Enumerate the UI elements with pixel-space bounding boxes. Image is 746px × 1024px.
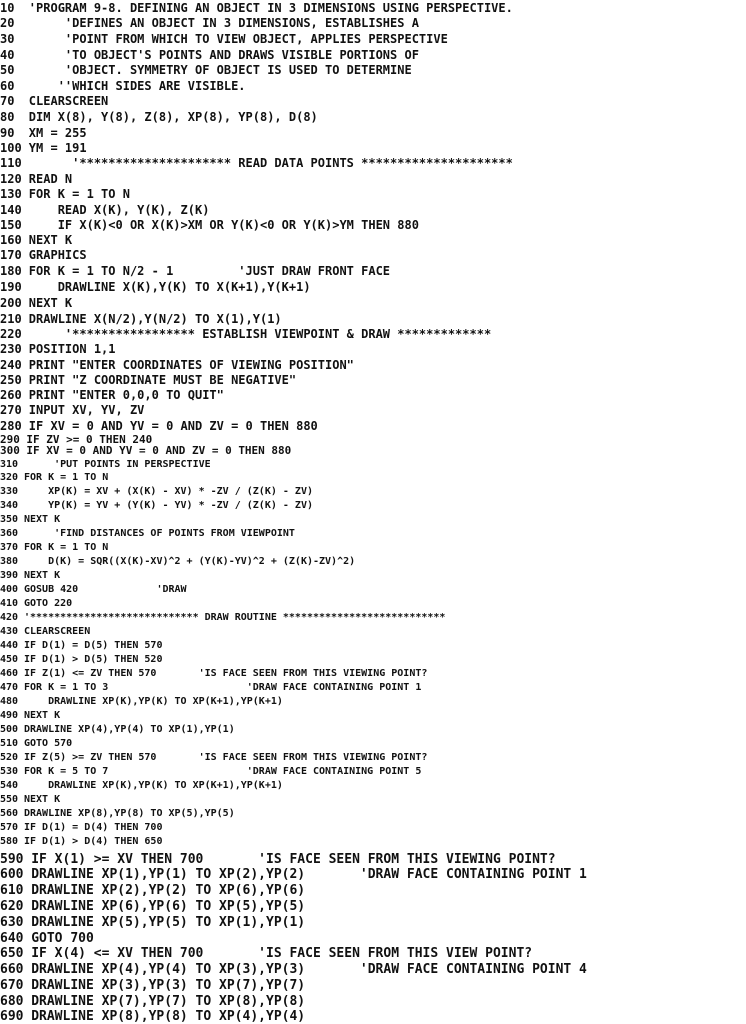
code-text: DRAWLINE X(N/2),Y(N/2) TO X(1),Y(1) bbox=[28, 312, 282, 326]
code-line bbox=[0, 613, 445, 623]
code-line bbox=[0, 916, 305, 929]
code-text: 'OBJECT. SYMMETRY OF OBJECT IS USED TO DETERMINE bbox=[28, 63, 412, 77]
line-number: 600 bbox=[0, 867, 24, 882]
code-line bbox=[0, 64, 412, 76]
code-line bbox=[0, 473, 108, 483]
code-line bbox=[0, 204, 209, 216]
code-line bbox=[0, 627, 90, 637]
line-number: 150 bbox=[0, 218, 22, 232]
line-number: 100 bbox=[0, 141, 22, 155]
code-text: CLEARSCREEN bbox=[28, 94, 109, 108]
code-line bbox=[0, 173, 72, 185]
line-number: 520 bbox=[0, 752, 19, 763]
line-number: 390 bbox=[0, 570, 19, 581]
code-text: IF D(1) = D(5) THEN 570 bbox=[24, 640, 163, 651]
code-text: FOR K = 5 TO 7 'DRAW FACE CONTAINING POINT 5 bbox=[24, 766, 422, 777]
line-number: 30 bbox=[0, 32, 15, 46]
code-line bbox=[0, 487, 313, 497]
line-number: 530 bbox=[0, 766, 19, 777]
line-number: 650 bbox=[0, 946, 24, 961]
code-line bbox=[0, 711, 60, 721]
code-text: POSITION 1,1 bbox=[28, 342, 116, 356]
code-text: DRAWLINE XP(K),YP(K) TO XP(K+1),YP(K+1) bbox=[24, 780, 283, 791]
code-text: IF Z(1) <= ZV THEN 570 'IS FACE SEEN FROM THIS VIEWING POINT? bbox=[24, 668, 428, 679]
code-text: DRAWLINE X(K),Y(K) TO X(K+1),Y(K+1) bbox=[28, 280, 311, 294]
code-line bbox=[0, 219, 419, 231]
line-number: 670 bbox=[0, 978, 24, 993]
code-text: FOR K = 1 TO 3 'DRAW FACE CONTAINING POINT 1 bbox=[24, 682, 422, 693]
code-text: DRAWLINE XP(8),YP(8) TO XP(4),YP(4) bbox=[31, 1009, 306, 1024]
code-line bbox=[0, 501, 313, 511]
code-text: 'PROGRAM 9-8. DEFINING AN OBJECT IN 3 DIMENSIONS USING PERSPECTIVE. bbox=[28, 1, 513, 15]
code-line bbox=[0, 343, 116, 355]
code-line bbox=[0, 837, 162, 847]
line-number: 50 bbox=[0, 63, 15, 77]
code-line bbox=[0, 297, 72, 309]
line-number: 60 bbox=[0, 79, 15, 93]
line-number: 130 bbox=[0, 187, 22, 201]
code-text: IF XV = 0 AND YV = 0 AND ZV = 0 THEN 880 bbox=[28, 419, 318, 433]
code-line bbox=[0, 359, 354, 371]
code-text: DRAWLINE XP(8),YP(8) TO XP(5),YP(5) bbox=[24, 808, 235, 819]
line-number: 80 bbox=[0, 110, 15, 124]
line-number: 360 bbox=[0, 528, 19, 539]
line-number: 40 bbox=[0, 48, 15, 62]
code-text: IF Z(5) >= ZV THEN 570 'IS FACE SEEN FROM THIS VIEWING POINT? bbox=[24, 752, 428, 763]
code-line bbox=[0, 571, 60, 581]
code-text: D(K) = SQR((X(K)-XV)^2 + (Y(K)-YV)^2 + (Z(K)-ZV)^2) bbox=[24, 556, 356, 567]
code-text: IF XV = 0 AND YV = 0 AND ZV = 0 THEN 880 bbox=[26, 444, 292, 457]
line-number: 680 bbox=[0, 994, 24, 1009]
code-text: YM = 191 bbox=[28, 141, 87, 155]
code-line bbox=[0, 585, 187, 595]
code-text: DRAWLINE XP(6),YP(6) TO XP(5),YP(5) bbox=[31, 899, 306, 914]
line-number: 510 bbox=[0, 738, 19, 749]
code-text: FOR K = 1 TO N bbox=[24, 542, 109, 553]
code-line bbox=[0, 599, 72, 609]
line-number: 300 bbox=[0, 444, 20, 457]
code-line bbox=[0, 234, 72, 246]
line-number: 20 bbox=[0, 16, 15, 30]
code-text: GOTO 220 bbox=[24, 598, 73, 609]
code-text: DRAWLINE XP(K),YP(K) TO XP(K+1),YP(K+1) bbox=[24, 696, 283, 707]
code-line bbox=[0, 33, 448, 45]
code-line bbox=[0, 739, 72, 749]
line-number: 640 bbox=[0, 931, 24, 946]
code-text: DRAWLINE XP(2),YP(2) TO XP(6),YP(6) bbox=[31, 883, 306, 898]
code-text: GOSUB 420 'DRAW bbox=[24, 584, 187, 595]
code-text: YP(K) = YV + (Y(K) - YV) * -ZV / (Z(K) - ZV) bbox=[24, 500, 313, 511]
code-text: ''WHICH SIDES ARE VISIBLE. bbox=[28, 79, 246, 93]
code-line bbox=[0, 853, 556, 866]
code-text: IF X(1) >= XV THEN 700 'IS FACE SEEN FROM THIS VIEWING POINT? bbox=[31, 852, 556, 867]
line-number: 240 bbox=[0, 358, 22, 372]
code-text: '***************** ESTABLISH VIEWPOINT & DRAW ************* bbox=[28, 327, 492, 341]
line-number: 160 bbox=[0, 233, 22, 247]
line-number: 540 bbox=[0, 780, 19, 791]
code-line bbox=[0, 142, 87, 154]
code-text: 'FIND DISTANCES OF POINTS FROM VIEWPOINT bbox=[24, 528, 295, 539]
code-text: IF X(4) <= XV THEN 700 'IS FACE SEEN FROM THIS VIEW POINT? bbox=[31, 946, 533, 961]
code-line bbox=[0, 265, 390, 277]
code-text: READ N bbox=[28, 172, 73, 186]
line-number: 200 bbox=[0, 296, 22, 310]
code-line bbox=[0, 683, 421, 693]
line-number: 260 bbox=[0, 388, 22, 402]
code-line bbox=[0, 313, 282, 325]
code-text: GRAPHICS bbox=[28, 248, 87, 262]
line-number: 290 bbox=[0, 433, 20, 446]
code-text: NEXT K bbox=[28, 296, 73, 310]
line-number: 490 bbox=[0, 710, 19, 721]
code-line bbox=[0, 809, 235, 819]
line-number: 90 bbox=[0, 126, 15, 140]
line-number: 170 bbox=[0, 248, 22, 262]
code-text: 'DEFINES AN OBJECT IN 3 DIMENSIONS, ESTABLISHES A bbox=[28, 16, 419, 30]
code-text: NEXT K bbox=[24, 570, 61, 581]
code-text: NEXT K bbox=[24, 514, 61, 525]
code-text: DRAWLINE XP(7),YP(7) TO XP(8),YP(8) bbox=[31, 994, 306, 1009]
code-text: INPUT XV, YV, ZV bbox=[28, 403, 145, 417]
line-number: 340 bbox=[0, 500, 19, 511]
code-line bbox=[0, 374, 296, 386]
code-line bbox=[0, 188, 130, 200]
line-number: 250 bbox=[0, 373, 22, 387]
code-text: '**************************** DRAW ROUTINE *************************** bbox=[24, 612, 446, 623]
code-text: DRAWLINE XP(3),YP(3) TO XP(7),YP(7) bbox=[31, 978, 306, 993]
line-number: 320 bbox=[0, 472, 19, 483]
line-number: 550 bbox=[0, 794, 19, 805]
line-number: 350 bbox=[0, 514, 19, 525]
code-line bbox=[0, 111, 318, 123]
code-text: CLEARSCREEN bbox=[24, 626, 91, 637]
code-line bbox=[0, 249, 87, 261]
line-number: 480 bbox=[0, 696, 19, 707]
code-text: NEXT K bbox=[28, 233, 73, 247]
line-number: 580 bbox=[0, 836, 19, 847]
line-number: 440 bbox=[0, 640, 19, 651]
code-text: 'PUT POINTS IN PERSPECTIVE bbox=[24, 459, 211, 470]
code-line bbox=[0, 1010, 305, 1023]
code-line bbox=[0, 995, 305, 1008]
code-text: PRINT "Z COORDINATE MUST BE NEGATIVE" bbox=[28, 373, 297, 387]
code-line bbox=[0, 80, 246, 92]
code-line bbox=[0, 445, 291, 456]
code-line bbox=[0, 2, 513, 14]
code-text: 'TO OBJECT'S POINTS AND DRAWS VISIBLE PORTIONS OF bbox=[28, 48, 419, 62]
line-number: 270 bbox=[0, 403, 22, 417]
code-line bbox=[0, 823, 162, 833]
code-line bbox=[0, 127, 87, 139]
code-line bbox=[0, 157, 513, 169]
line-number: 280 bbox=[0, 419, 22, 433]
line-number: 10 bbox=[0, 1, 15, 15]
code-line bbox=[0, 669, 427, 679]
code-text: GOTO 700 bbox=[31, 931, 94, 946]
code-line bbox=[0, 389, 224, 401]
code-line bbox=[0, 767, 421, 777]
code-text: NEXT K bbox=[24, 794, 61, 805]
line-number: 470 bbox=[0, 682, 19, 693]
code-text: '********************* READ DATA POINTS ********************* bbox=[28, 156, 513, 170]
line-number: 210 bbox=[0, 312, 22, 326]
code-line bbox=[0, 404, 144, 416]
code-line bbox=[0, 781, 283, 791]
code-text: READ X(K), Y(K), Z(K) bbox=[28, 203, 210, 217]
code-text: IF X(K)<0 OR X(K)>XM OR Y(K)<0 OR Y(K)>YM THEN 880 bbox=[28, 218, 419, 232]
code-line bbox=[0, 543, 108, 553]
code-text: FOR K = 1 TO N bbox=[24, 472, 109, 483]
line-number: 110 bbox=[0, 156, 22, 170]
code-text: IF D(1) = D(4) THEN 700 bbox=[24, 822, 163, 833]
code-line bbox=[0, 795, 60, 805]
code-line bbox=[0, 884, 305, 897]
code-line bbox=[0, 95, 108, 107]
code-line bbox=[0, 900, 305, 913]
code-text: PRINT "ENTER 0,0,0 TO QUIT" bbox=[28, 388, 224, 402]
line-number: 70 bbox=[0, 94, 15, 108]
line-number: 570 bbox=[0, 822, 19, 833]
code-text: DRAWLINE XP(4),YP(4) TO XP(3),YP(3) 'DRAW FACE CONTAINING POINT 4 bbox=[31, 962, 587, 977]
code-text: DRAWLINE XP(1),YP(1) TO XP(2),YP(2) 'DRAW FACE CONTAINING POINT 1 bbox=[31, 867, 587, 882]
code-line bbox=[0, 557, 355, 567]
code-text: XP(K) = XV + (X(K) - XV) * -ZV / (Z(K) - ZV) bbox=[24, 486, 313, 497]
code-line bbox=[0, 49, 419, 61]
code-line bbox=[0, 529, 295, 539]
code-line bbox=[0, 963, 587, 976]
line-number: 190 bbox=[0, 280, 22, 294]
code-line bbox=[0, 697, 283, 707]
line-number: 500 bbox=[0, 724, 19, 735]
code-text: IF D(1) > D(5) THEN 520 bbox=[24, 654, 163, 665]
line-number: 140 bbox=[0, 203, 22, 217]
code-text: IF D(1) > D(4) THEN 650 bbox=[24, 836, 163, 847]
line-number: 180 bbox=[0, 264, 22, 278]
line-number: 430 bbox=[0, 626, 19, 637]
code-line bbox=[0, 868, 587, 881]
code-text: NEXT K bbox=[24, 710, 61, 721]
code-text: DIM X(8), Y(8), Z(8), XP(8), YP(8), D(8) bbox=[28, 110, 318, 124]
line-number: 690 bbox=[0, 1009, 24, 1024]
line-number: 660 bbox=[0, 962, 24, 977]
line-number: 120 bbox=[0, 172, 22, 186]
line-number: 610 bbox=[0, 883, 24, 898]
code-line bbox=[0, 420, 318, 432]
code-line bbox=[0, 725, 235, 735]
code-text: GOTO 570 bbox=[24, 738, 73, 749]
line-number: 410 bbox=[0, 598, 19, 609]
line-number: 560 bbox=[0, 808, 19, 819]
code-line bbox=[0, 460, 211, 470]
line-number: 460 bbox=[0, 668, 19, 679]
code-line bbox=[0, 979, 305, 992]
code-text: DRAWLINE XP(5),YP(5) TO XP(1),YP(1) bbox=[31, 915, 306, 930]
code-text: PRINT "ENTER COORDINATES OF VIEWING POSITION" bbox=[28, 358, 354, 372]
code-line bbox=[0, 641, 162, 651]
line-number: 330 bbox=[0, 486, 19, 497]
code-line bbox=[0, 281, 311, 293]
line-number: 420 bbox=[0, 612, 19, 623]
line-number: 230 bbox=[0, 342, 22, 356]
line-number: 590 bbox=[0, 852, 24, 867]
code-text: IF ZV >= 0 THEN 240 bbox=[26, 433, 153, 446]
line-number: 620 bbox=[0, 899, 24, 914]
line-number: 220 bbox=[0, 327, 22, 341]
code-line bbox=[0, 753, 427, 763]
code-text: DRAWLINE XP(4),YP(4) TO XP(1),YP(1) bbox=[24, 724, 235, 735]
code-line bbox=[0, 655, 162, 665]
line-number: 400 bbox=[0, 584, 19, 595]
code-text: FOR K = 1 TO N/2 - 1 'JUST DRAW FRONT FACE bbox=[28, 264, 391, 278]
code-line bbox=[0, 328, 491, 340]
code-line bbox=[0, 947, 532, 960]
line-number: 630 bbox=[0, 915, 24, 930]
code-text: 'POINT FROM WHICH TO VIEW OBJECT, APPLIES PERSPECTIVE bbox=[28, 32, 448, 46]
code-line bbox=[0, 932, 94, 945]
line-number: 450 bbox=[0, 654, 19, 665]
code-text: XM = 255 bbox=[28, 126, 87, 140]
line-number: 380 bbox=[0, 556, 19, 567]
line-number: 370 bbox=[0, 542, 19, 553]
code-line bbox=[0, 17, 419, 29]
line-number: 310 bbox=[0, 459, 19, 470]
code-line bbox=[0, 515, 60, 525]
code-text: FOR K = 1 TO N bbox=[28, 187, 130, 201]
